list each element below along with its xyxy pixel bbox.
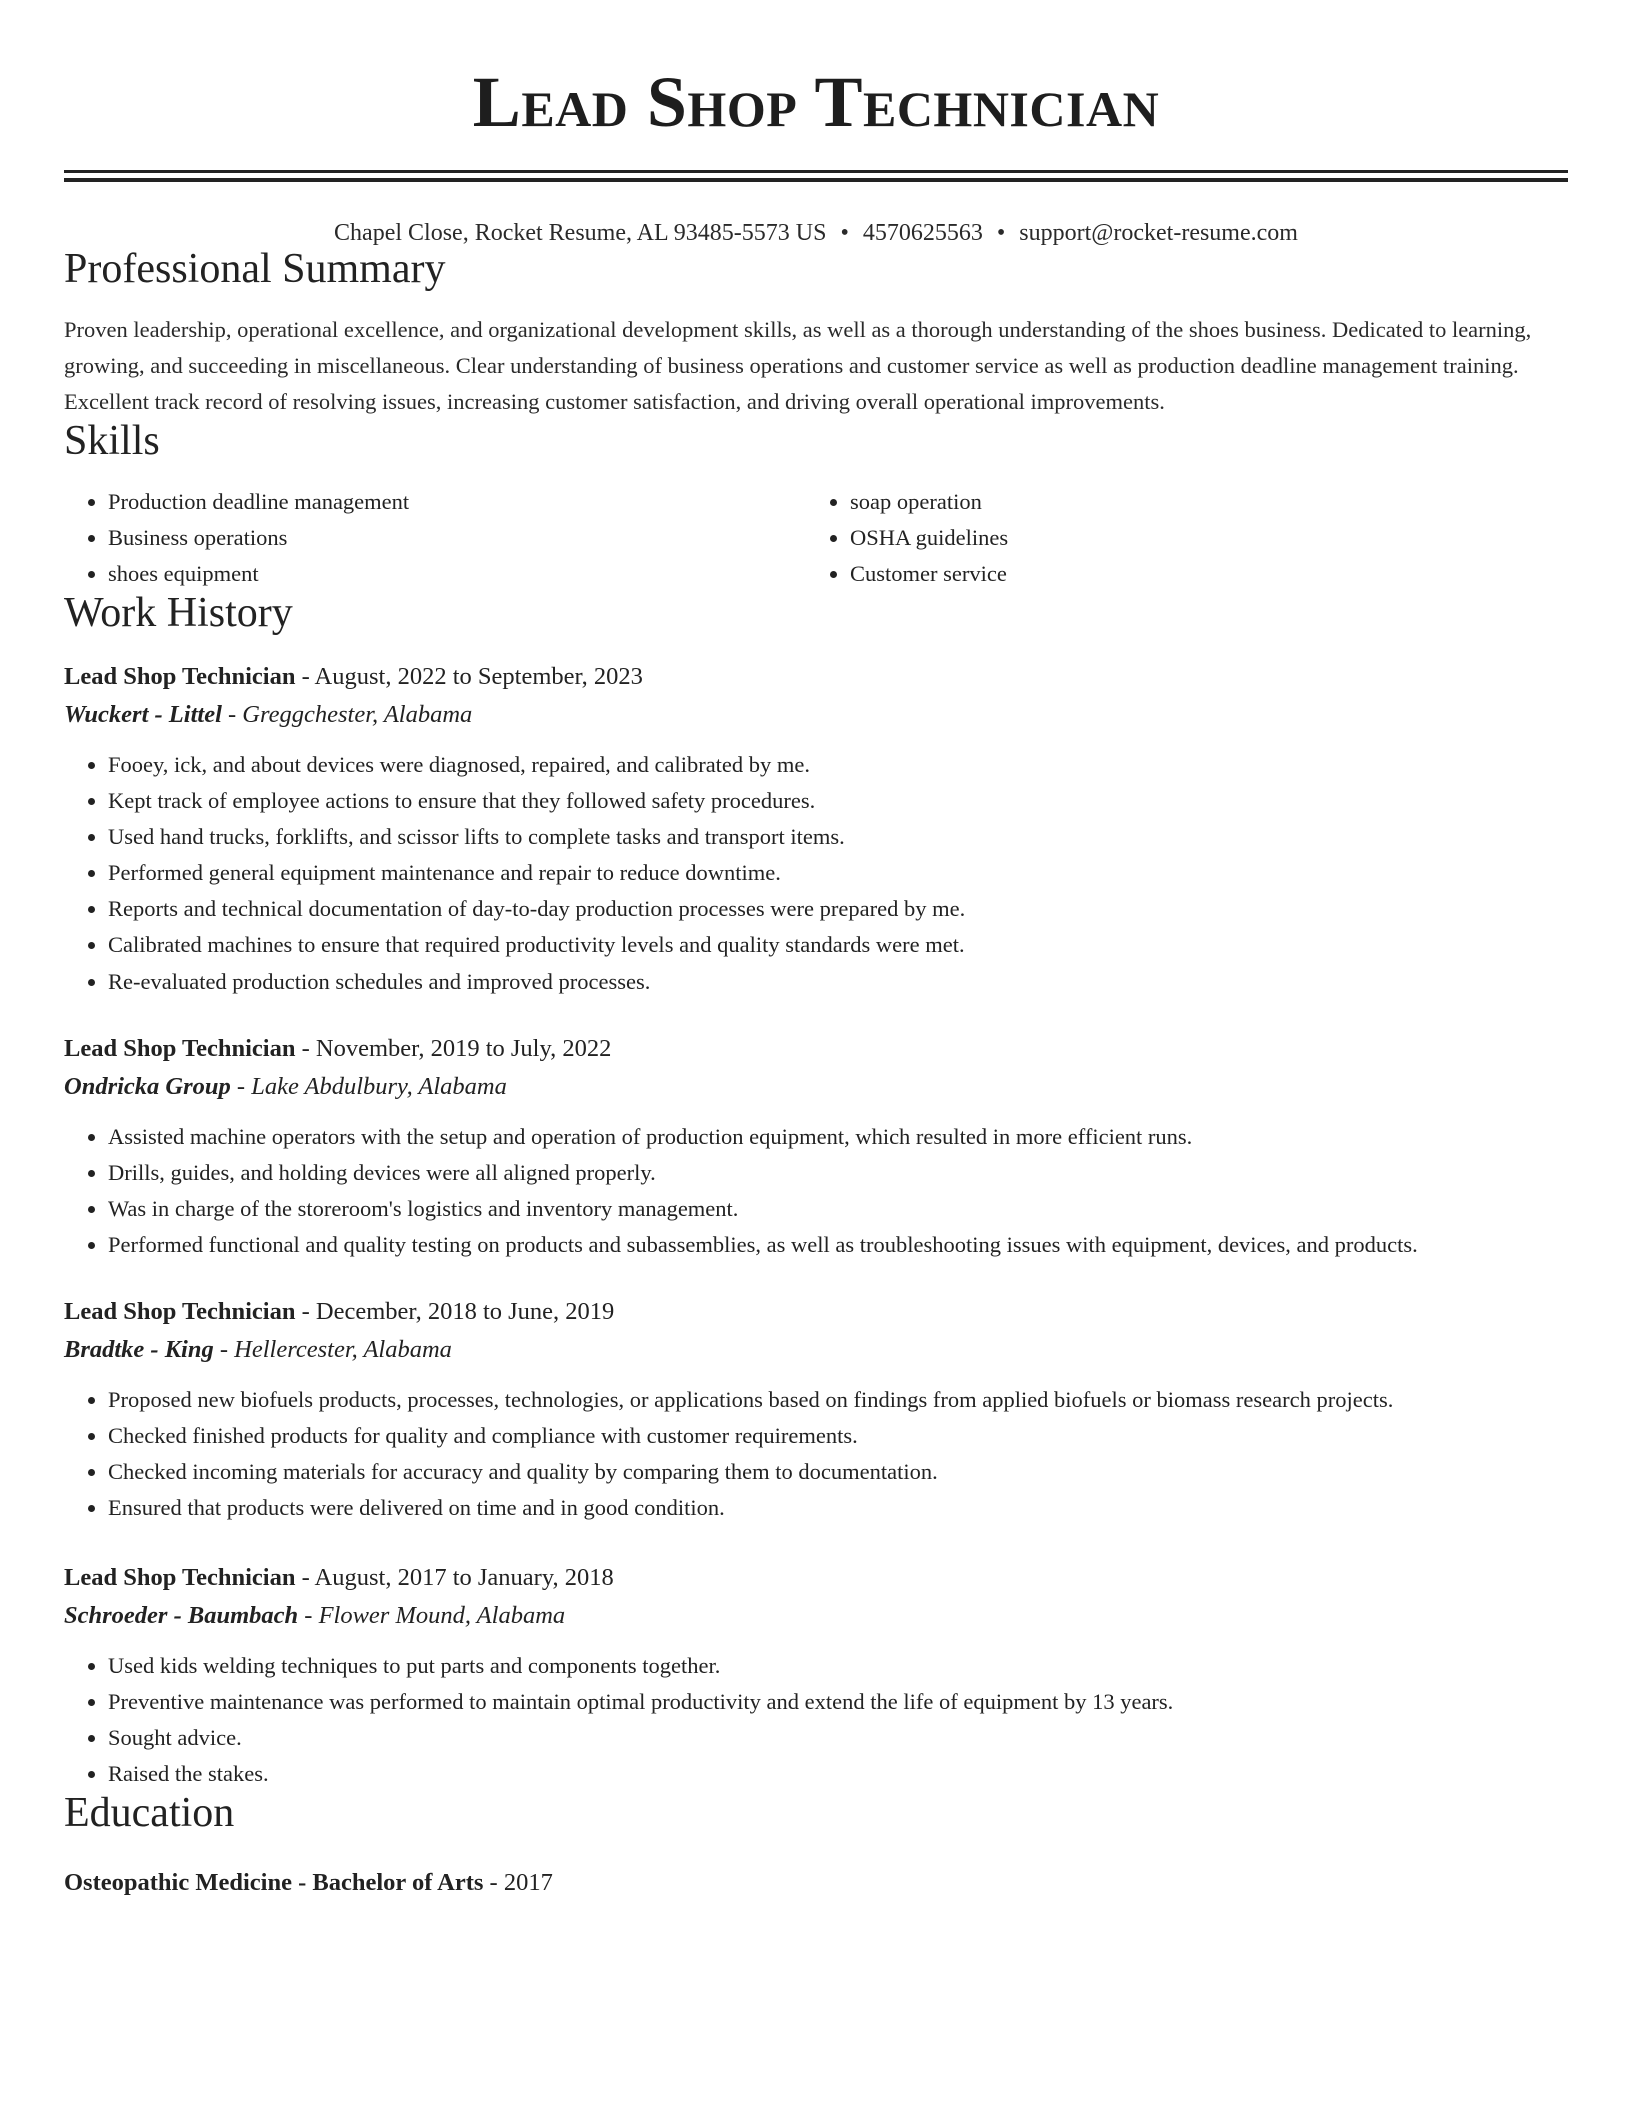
- job-bullet: • Performed general equipment maintenance and repair to reduce downtime.: [108, 855, 1568, 891]
- contact-separator: •: [996, 220, 1006, 246]
- skills-column-right: [806, 484, 1548, 592]
- job-bullet: • Sought advice.: [108, 1720, 1568, 1756]
- job-bullet: • Calibrated machines to ensure that required productivity levels and quality standards were met.: [108, 927, 1568, 963]
- job-dates: December, 2018 to June, 2019: [315, 1297, 615, 1325]
- job-dates: November, 2019 to July, 2022: [315, 1034, 612, 1062]
- contact-email: support@rocket-resume.com: [1019, 220, 1298, 246]
- job-location: Flower Mound, Alabama: [318, 1601, 566, 1629]
- job-bullet: • Used kids welding techniques to put parts and components together.: [108, 1648, 1568, 1684]
- skill-item: • Customer service: [850, 556, 1548, 592]
- job-bullet: • Proposed new biofuels products, processes, technologies, or applications based on findings from applied biofuels or biomass research projects.: [108, 1382, 1568, 1418]
- resume-title: Lead Shop Technician: [472, 62, 1160, 142]
- job-employer: Wuckert - Littel - Greggchester, Alabama: [64, 700, 473, 728]
- job-location: Greggchester, Alabama: [242, 700, 473, 728]
- job-header: Lead Shop Technician - December, 2018 to June, 2019: [64, 1297, 615, 1325]
- education-degree: Osteopathic Medicine - Bachelor of Arts: [64, 1868, 484, 1896]
- job-role: Lead Shop Technician: [64, 1034, 296, 1062]
- job-location: Lake Abdulbury, Alabama: [251, 1072, 507, 1100]
- job-role: Lead Shop Technician: [64, 662, 296, 690]
- contact-separator: •: [840, 220, 849, 246]
- skill-item: • Production deadline management: [108, 484, 806, 520]
- job-header: Lead Shop Technician - November, 2019 to July, 2022: [64, 1034, 612, 1062]
- job-bullets: [64, 1382, 1568, 1526]
- job-company: Bradtke - King: [64, 1335, 214, 1363]
- job-dates: August, 2022 to September, 2023: [314, 662, 643, 690]
- job-dates: August, 2017 to January, 2018: [314, 1563, 614, 1591]
- job-header: Lead Shop Technician - August, 2017 to January, 2018: [64, 1563, 614, 1591]
- contact-line: [64, 219, 1568, 248]
- education-heading: Education: [64, 1789, 235, 1836]
- skill-item: • OSHA guidelines: [850, 520, 1548, 556]
- job-bullet: • Checked incoming materials for accuracy and quality by comparing them to documentation.: [108, 1454, 1568, 1490]
- skills-heading: Skills: [64, 417, 160, 464]
- skill-item: • shoes equipment: [108, 556, 806, 592]
- skill-item: • Business operations: [108, 520, 806, 556]
- job-bullet: • Raised the stakes.: [108, 1756, 1568, 1792]
- job-bullet: • Was in charge of the storeroom's logistics and inventory management.: [108, 1191, 1568, 1227]
- job-bullets: [64, 1119, 1568, 1263]
- skill-item: • soap operation: [850, 484, 1548, 520]
- job-bullets: [64, 1648, 1568, 1792]
- education-entry: Osteopathic Medicine - Bachelor of Arts - 2017: [64, 1868, 553, 1896]
- contact-phone: 4570625563: [862, 220, 983, 246]
- job-bullet: • Drills, guides, and holding devices were all aligned properly.: [108, 1155, 1568, 1191]
- job-bullet: • Preventive maintenance was performed to maintain optimal productivity and extend the life of equipment by 13 years.: [108, 1684, 1568, 1720]
- skills-grid: [64, 484, 1568, 592]
- job-bullet: • Performed functional and quality testing on products and subassemblies, as well as troubleshooting issues with equipment, devices, and products.: [108, 1227, 1568, 1263]
- job-bullet: • Assisted machine operators with the setup and operation of production equipment, which resulted in more efficient runs.: [108, 1119, 1568, 1155]
- job-company: Schroeder - Baumbach: [64, 1601, 299, 1629]
- job-bullet: • Re-evaluated production schedules and improved processes.: [108, 963, 1568, 1001]
- summary-heading: Professional Summary: [64, 245, 446, 292]
- job-bullet: • Checked finished products for quality and compliance with customer requirements.: [108, 1418, 1568, 1454]
- job-entry: [64, 1293, 1568, 1526]
- job-role: Lead Shop Technician: [64, 1563, 296, 1591]
- work-history-heading: Work History: [64, 589, 293, 636]
- skills-column-left: [64, 484, 806, 592]
- job-role: Lead Shop Technician: [64, 1297, 296, 1325]
- job-header: Lead Shop Technician - August, 2022 to September, 2023: [64, 662, 643, 690]
- job-bullets: [64, 747, 1568, 1001]
- job-entry: [64, 1030, 1568, 1263]
- job-company: Ondricka Group: [64, 1072, 231, 1100]
- job-company: Wuckert - Littel: [64, 700, 222, 728]
- job-employer: Ondricka Group - Lake Abdulbury, Alabama: [64, 1072, 507, 1100]
- job-bullet: • Kept track of employee actions to ensure that they followed safety procedures.: [108, 783, 1568, 819]
- summary-text: Proven leadership, operational excellence, and organizational development skills, as well as a thorough understanding of the shoes business. Dedicated to learning, growing, and succeeding in miscellaneous. Clear understanding of business operations and customer service as well as production deadline management training. Excellent track record of resolving issues, increasing customer satisfaction, and driving overall operational improvements.: [64, 316, 1532, 414]
- job-bullet: • Used hand trucks, forklifts, and scissor lifts to complete tasks and transport items.: [108, 819, 1568, 855]
- job-employer: Schroeder - Baumbach - Flower Mound, Alabama: [64, 1601, 566, 1629]
- job-entry: [64, 658, 1568, 1001]
- job-location: Hellercester, Alabama: [234, 1335, 452, 1363]
- job-employer: Bradtke - King - Hellercester, Alabama: [64, 1335, 452, 1363]
- education-year: 2017: [503, 1868, 553, 1896]
- job-bullet: • Fooey, ick, and about devices were diagnosed, repaired, and calibrated by me.: [108, 747, 1568, 783]
- job-bullet: • Reports and technical documentation of day-to-day production processes were prepared by me.: [108, 891, 1568, 927]
- job-entry: [64, 1559, 1568, 1792]
- job-bullet: • Ensured that products were delivered on time and in good condition.: [108, 1490, 1568, 1526]
- contact-address: Chapel Close, Rocket Resume, AL 93485-5573 US: [334, 220, 827, 246]
- title-divider: [64, 170, 1568, 182]
